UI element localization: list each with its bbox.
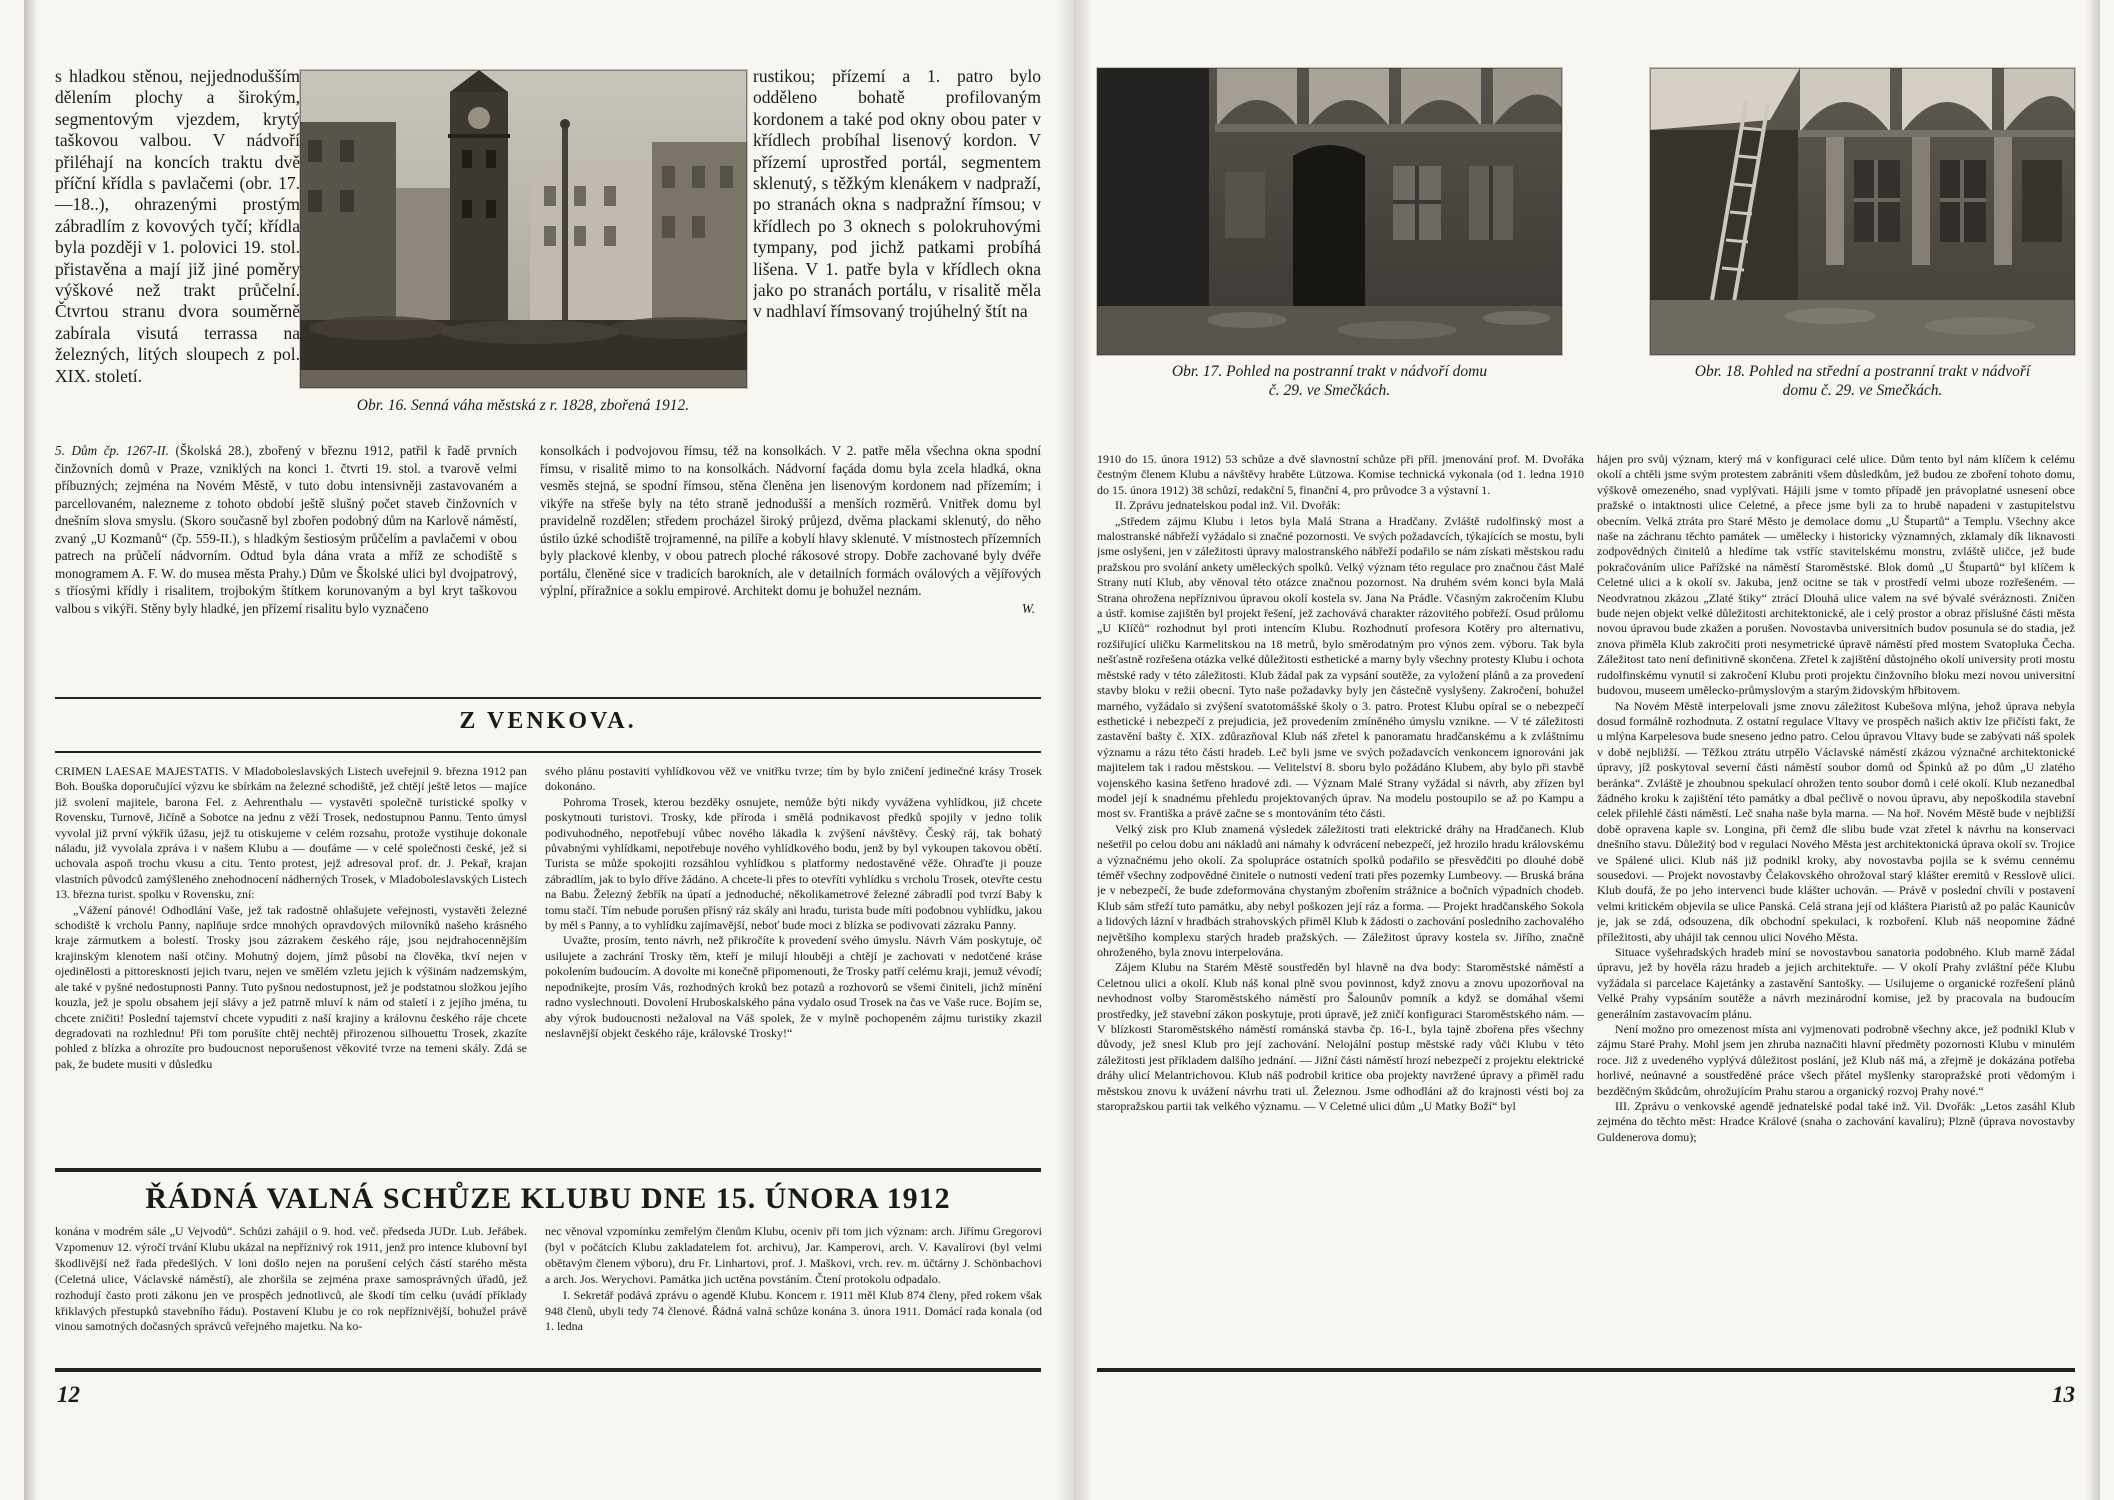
caption-text: Obr. 16. Senná váha městská z r. 1828, zbořená 1912. bbox=[356, 397, 690, 414]
divider bbox=[55, 1168, 1041, 1172]
page-number-13: 13 bbox=[2052, 1382, 2075, 1407]
footer-rule bbox=[1097, 1368, 2075, 1372]
article-lead: 5. Dům čp. 1267-II. bbox=[55, 443, 169, 458]
right-page-left-column bbox=[1097, 452, 1584, 1364]
paragraph: Velký zisk pro Klub znamená výsledek záležitosti trati elektrické dráhy na Hradčanech. Klub nešetřil po celou dobu ani nákladů ani námahy k odvrácení nebezpečí, jež hrozilo hradu královskému a význačnému jeho okolí. Za spolupráce ostatních spolků podařilo se přesvědčiti po dlouhé době téměř všechny zodpovědné činitele o nutnosti vedení trati přes pozemky Lumbeovy. — Bruská brána je v nebezpečí, že bude zdeformována chystaným zbořením strážnice a bočních výpadních chodeb. Klub sám střeží tuto památku, aby nebyl poškozen její ráz a forma. — Projekt hradčanského Sokola a lidových lázní v hradbách strahovských přiměl Klub k žádosti o zachování posledního zachovalého největšího komplexu starých hradeb pražských. — Záležitost úpravy kostela sv. Jiřího, značně ohroženého, byla znovu interpelována. bbox=[1097, 821, 1584, 959]
footer-rule bbox=[55, 1368, 1041, 1372]
venkova-right-column bbox=[545, 764, 1042, 1162]
photo-smecky-side-wing-image bbox=[1097, 68, 1562, 355]
photo-senna-vaha bbox=[300, 70, 747, 388]
page-number-12: 12 bbox=[57, 1382, 80, 1407]
paragraph: rustikou; přízemí a 1. patro bylo odděleno bohatě profilovaným kordonem a také pod okny obou pater v křídlech probíhal lisenový kordon. V přízemí uprostřed portál, segmentem sklenutý, s těžkým klenákem v nadpraží, po stranách okna s nadpražní římsou; v křídlech po 3 oknech s polokruhovými tympany, pod jichž patkami probíhá lišena. V 1. patře byla v křídlech okna jako po stranách portálu, v risalitě měla v nadhlaví římsovaný trojúhelný štít na bbox=[753, 66, 1041, 322]
paragraph: I. Sekretář podává zprávu o agendě Klubu. Koncem r. 1911 měl Klub 874 členy, před rokem však 948 členů, ubyli tedy 74 členové. Řádná valná schůze konána 3. února 1911. Domácí rada konala (od 1. ledna bbox=[545, 1287, 1042, 1334]
photo-smecky-side-wing-caption bbox=[1077, 362, 1582, 400]
venkova-left-column bbox=[55, 764, 527, 1162]
caption-line: domu č. 29. ve Smečkách. bbox=[1782, 382, 1943, 399]
paragraph: hájen pro svůj význam, který má v konfiguraci celé ulice. Dům tento byl nám klíčem k celému okolí a chtěli jsme svým protestem zabrániti všem důsledkům, jež budou ze zboření tohoto domu, výškově omezeného, snad vyplývati. Hájili jsme v tomto případě jen právoplatné usnesení obce pražské o intaktnosti ulice Celetné, a přece jsme byli za to hrubě napadeni v zastupitelstvu obecním. Velká ztráta pro Staré Město je demolace domu „U Štupartů“ a Templu. Všechny akce naše na záchranu těchto památek — umělecky i historicky významných, zklamaly dík liknavosti zodpovědných činitelů a hledíme tak vstříc stavitelskému monstru, zvláště uličce, jež bude pokračováním ulice Pařížské na náměstí Staroměstské. Blok domů „U Štupartů“ byl klíčem k Celetné ulici a k okolí sv. Jakuba, jenž ocitne se tak v prostředí velmi uboze rozřešeném. — Neodvratnou zkázou „Zlaté štiky“ ztrácí Dlouhá ulice valem na své bývalé svéráznosti. Zničen bude nejen objekt velké důležitosti architektonické, ale i celý prostor a obraz příslušné části města novou úpravou bude zkažen a porušen. Novostavba universitních budov posunula se do stadia, jež znova přiměla Klub zakročiti proti nesymetrické úpravě náměstí před mostem Svatopluka Čecha. Záležitost tato není definitivně skončena. Zřetel k zajištění důstojného okolí university proti mostu rudolfinskému vynutil si zakročení Klubu proti projektu činžovního bloku mezi novou universitní budovou, museem umělecko-průmyslovým a starým židovským hřbitovem. bbox=[1597, 452, 2075, 698]
photo-smecky-side-wing bbox=[1097, 68, 1562, 355]
left-page-top-left-column bbox=[55, 66, 300, 440]
caption-line: Obr. 17. Pohled na postranní trakt v nádvoří domu bbox=[1171, 363, 1488, 380]
paragraph: Na Novém Městě interpelovali jsme znovu záležitost Kubešova mlýna, jehož úprava nebyla dosud formálně rozhodnuta. Z ostatní regulace Vltavy ve prospěch našich aktiv lze přičísti fakt, že u mlýna Karpelesova bude sneseno jedno patro. Celou úpravou Vltavy bude se zabývati náš spolek v době nejbližší. — Těžkou ztrátu utrpělo Václavské náměstí zkázou význačné architektonické úpravy, jíž poskytoval severní části náměstí soubor domů od Špinků až po dům „U zlatého beránka“. Zvláště je zhoubnou spekulací ohrožen tento soubor domů i celé okolí. Klub nezanedbal žádného kroku k zajištění této památky a dbal pečlivě o novou úpravu, aby nepoškodila stavební celek přilehlé části náměstí. Leč snaha naše byla marna. — Na hoř. Novém Městě bude v nejbližší době opravena kaple sv. Longina, při čemž dle slibu bude vzat zřetel k návrhu na konservaci dnešního stavu. Důležitý bod v regulaci Nového Města jest architektonická úprava okolí sv. Trojice ve Spálené ulici. Klub náš již podnikl kroky, aby novostavba pojila se k svému cennému sousedovi. — Projekt novostavby Čelakovského ohrožoval starý klášter eremitů v Resslově ulici. Klub doufá, že po jeho intervenci bude klášter uchován. — Právě v poslední chvíli v postavení velmi kritickém objevila se ulice Panská. Celá strana její od kláštera Piaristů až po palác Kaunicův je, jak se zdá, odsouzena, dík obchodní spekulaci, k rozboření. Klub náš neopomine žádné příležitosti, aby uhájil tak cennou ulici Nového Města. bbox=[1597, 698, 2075, 944]
paragraph: svého plánu postaviti vyhlídkovou věž ve vnitřku tvrze; tím by bylo zničení jedinečné krásy Trosek dokonáno. bbox=[545, 764, 1042, 794]
article-continuation: konsolkách i podvojovou římsu, též na konsolkách. V 2. patře měla všechna okna spodní římsu, v risalitě mimo to na konsolkách. Nádvorní façáda domu byla zcela hladká, okna vesměs stejná, se spodní římsou, stěna členěna jen lisenovým kordonem nad přízemím; i vikýře na střeše byly na této straně jednodušší a menších rozměrů. Vnitřek domu byl pravidelně rozdělen; středem procházel široký průjezd, dvěma plackami sklenutý, do něho ústilo úzké schodiště trojramenné, na pilíře a kobylí hlavy sklenuté. V místnostech přízemních byly plackové klenby, v obou patrech ploché rákosové stropy. Dobře zachované byly dvéře portálu, členěné sice v tradicích barokních, ale v detailních formách oválových a vějířových výplní, příražnice a soklu empirové. Architekt domu je bohužel neznám. bbox=[540, 443, 1041, 598]
right-page-right-column bbox=[1597, 452, 2075, 1364]
paragraph: nec věnoval vzpomínku zemřelým členům Klubu, oceniv při tom jich význam: arch. Jiřímu Gregorovi (byl v počátcích Klubu zakladatelem fot. archivu), Jar. Kamperovi, arch. V. Kavalírovi (byl velmi obětavým členem výboru), dru Fr. Linhartovi, prof. J. Maškovi, vrch. rev. m. účtárny J. Schönbachovi a arch. Jos. Werychovi. Památka jich uctěna povstáním. Čtení protokolu odpadalo. bbox=[545, 1224, 1042, 1286]
caption-line: č. 29. ve Smečkách. bbox=[1268, 382, 1391, 399]
paragraph: 1910 do 15. února 1912) 53 schůze a dvě slavnostní schůze při příl. jmenování prof. M. Dvořáka čestným členem Klubu a návštěvy hraběte Lützowa. Komise technická vykonala (od 1. ledna 1910 do 15. února 1912) 38 schůzí, redakční 5, finanční 4, pro průvodce 3 a výstavní 1. bbox=[1097, 452, 1584, 497]
paragraph: III. Zprávu o venkovské agendě jednatelské podal také inž. Vil. Dvořák: „Letos zasáhl Klub zejména do těchto měst: Hradce Králové (snaha o zachování kavalíru); Plzně (úprava novostavby Guldenerova domu); bbox=[1597, 1099, 2075, 1144]
paragraph: II. Zprávu jednatelskou podal inž. Vil. Dvořák: bbox=[1115, 498, 1341, 513]
schuze-right-column bbox=[545, 1224, 1042, 1362]
paragraph: „Středem zájmu Klubu i letos byla Malá Strana a Hradčany. Zvláště rudolfinský most a malostranské nábřeží vyžádalo si značné pozornosti. Ve svých požadavcích, týkajících se mostu, byli jsme oslyšeni, jen v záležitosti úpravy malostranského nábřeží podařilo se nám získati městskou radu pražskou pro svolání ankety uměleckých spolků. Velký význam této regulace pro značnou část Malé Strany nutí Klub, aby věnoval této otázce značnou pozornost. Na druhém svém konci byla Malá Strana ohrožena nepříznivou úpravou okolí kostela sv. Jana Na Prádle. Včasným zakročením Klubu a ústř. komise zajištěn byl projekt řešení, jež zachovává charakter rázovitého pobřeží. Osud průlomu „U Klíčů“ rozhodnut byl proti intencím Klubu. Rozhodnutí profesora Kotěry pro alternativu, rozšiřující uličku Karmelitskou na 18 metrů, bylo směrodatným pro výnos zem. výboru. Tak byla nešťastně rozřešena otázka velké důležitosti esthetické a marny byly všechny protesty Klubu i ochota městské rady v této záležitosti. Klub žádal pak za vypsání soutěže, za vyložení plánů a za provedení stavby bloku v režii obecní. Tyto naše požadavky byly jen částečně vyslyšeny. Zakročení, bohužel marného, vyžádalo si zvýšení svatotomášské školy o 3. patro. Protest Klubu opíral se o nebezpečí esthetické i nebezpečí z prejudicia, jež provedením zmíněného úmyslu vznikne. — V té záležitosti zastavění bašty č. XIX. zdůrazňoval Klub náš zřetel k panoramatu hradčanskému a k zvláštnímu významu a rázu této části hradeb. Leč byli jsme ve svých požadavcích venkoncem ignorováni jak majitelem tak i radou městskou. — Velitelství 8. sboru bylo požádáno Klubem, aby bylo při stavbě vojenského kasina šetřeno hradové zdi. — Význam Malé Strany vyžádal si návrh, aby zřízen byl model její k snadnému přehledu projektovaných úprav. Na modelu postoupilo se až po Kampu a most sv. Františka a právě začne se s montováním této části. bbox=[1097, 513, 1584, 821]
paragraph: Uvažte, prosím, tento návrh, než přikročíte k provedení svého úmyslu. Návrh Vám poskytuje, oč usilujete a zachrání Trosky těm, kteří je milují hlouběji a chtějí je zachovati v nedotčené kráse pokolením budoucím. A dovolte mi konečně připomenouti, že Trosky patří celému kraji, jemuž vévodí; nepodnikejte, prosím Vás, rozhodných kroků bez potazů a rozhovorů se všemi činiteli, jichž mínění radno vyslechnouti. Dovolení Hruboskalského pána vydalo osud Trosek na čas ve Vaše ruce. Bojím se, aby výrok budoucnosti nežaloval na Váš spolek, že v mylně pochopeném zájmu turistiky zkazil neslavnější objekt českého ráje, královské Trosky!“ bbox=[545, 933, 1042, 1040]
left-page-mid-left-column bbox=[55, 442, 517, 672]
photo-senna-vaha-caption bbox=[292, 396, 754, 415]
paragraph: s hladkou stěnou, nejjednodušším dělením plochy a širokým, segmentovým vjezdem, krytý taškovou valbou. V nádvoří přiléhají na koncích traktu dvě příční křídla s pavlačemi (obr. 17.—18..), ohrazenými prostým zábradlím z kovových tyčí; křídla byla později v 1. polovici 19. stol. přistavěna a mají již jiné poměry výškové než trakt průčelní. Čtvrtou stranu dvora souměrně zabírala visutá terrassa na železných, litých sloupech z pol. XIX. století. bbox=[55, 66, 300, 386]
paragraph: „Vážení pánové! Odhodlání Vaše, jež tak radostně ohlašujete veřejnosti, vystavěti železné schodiště k vrcholu Panny, naplňuje srdce mnohých opravdových milovníků našeho krásného kraje zármutkem a bolestí. Trosky jsou zázrakem českého ráje, jsou nejdrahocennějším krajinským klenotem naší otčiny. Mohutný dojem, jímž působí na člověka, tkví nejen v ojedinělosti a pittoresknosti jejich tvaru, nejen ve smělém vzletu jejich k výšinám nadzemským, ale také v pyšné nedostupnosti Panny. Tuto pyšnou nedostupnost, jež je podstatnou složkou jejího kouzla, jež je spolu obsahem její slávy a jež patrně mluví k nám od staletí i z jejího jména, tu chcete zničiti! Poslední tajemství chcete vypuditi z naší krajiny a královnu českého ráje chcete degradovati na rozhlednu! Při tom porušíte chtěj nechtěj přirozenou silhouettu Trosek, zkazíte pohled z blízka a ohrozíte pro budoucnost neporušenost věkovité tvrze na temeni skály. Zdá se pak, že budete musiti v důsledku bbox=[55, 902, 527, 1071]
divider bbox=[55, 697, 1041, 699]
article-paragraph bbox=[55, 442, 517, 617]
caption-line: Obr. 18. Pohled na střední a postranní trakt v nádvoří bbox=[1694, 363, 2031, 380]
schuze-left-column bbox=[55, 1224, 527, 1362]
paragraph: Pohroma Trosek, kterou bezděky osnujete, nemůže býti nikdy vyvážena vyhlídkou, již chcete poskytnouti turistovi. Trosky, kde příroda i smělá podnikavost předků spojily v jedno tolik podivuhodného, nepotřebují vůbec nového lákadla k zvýšení návštěvy. Český ráj, tak bohatý půvabnými vyhlídkami, nepotřebuje nového vyhlídkového bodu, jenž by byl vykoupen takovou obětí. Turista se může spokojiti rozsáhlou vyhlídkou s platformy nedostavěné věže. Ohraďte ji pouze zábradlím, jak to bylo dříve žádáno. A chcete-li přes to otevříti vyhlídku s vrcholu Trosek, otevřte cestu na Babu. Železný žebřík na úpatí a jednoduché, několikametrové železné zábradlí pod tvrzí Baby k tomu stačí. Tím nebude porušen přísný ráz skály ani hradu, turista bude míti podobnou vyhlídku, jakou by měl s Panny, a to vyhlídku zajímavější, neboť bude moci z blízka se podivovati zázraku Panny. bbox=[545, 794, 1042, 933]
photo-senna-vaha-image bbox=[300, 70, 747, 388]
photo-smecky-central-wing bbox=[1650, 68, 2075, 355]
paragraph: Není možno pro omezenost místa ani vyjmenovati podrobně všechny akce, jež podnikl Klub v zájmu Staré Prahy. Mohl jsem jen zhruba naznačiti hlavní předměty pozornosti Klubu v minulém roce. Již z uvedeného vyplývá důležitost poslání, jež Klub náš má, a zřejmě je dokázána potřeba horlivé, neúnavné a soustředěné práce všech přátel myšlenky staropražské proti vědomým i bezděčným škůdcům, ohrožujícím Prahu starou a organický rozvoj Prahy nové.“ bbox=[1597, 1022, 2075, 1098]
section-heading-z-venkova: Z VENKOVA. bbox=[459, 708, 637, 734]
section-heading-valna-schuze: ŘÁDNÁ VALNÁ SCHŮZE KLUBU DNE 15. ÚNORA 1912 bbox=[145, 1182, 951, 1215]
photo-smecky-central-wing-image bbox=[1650, 68, 2075, 355]
article-signature: W. bbox=[1021, 600, 1035, 616]
divider bbox=[55, 751, 1041, 753]
paragraph: konána v modrém sále „U Vejvodů“. Schůzi zahájil o 9. hod. več. předseda JUDr. Lub. Jeřábek. Vzpomenuv 12. výročí trvání Klubu ukázal na nepříznivý rok 1911, jenž pro intence klubovní byl škodlivější než řada předešlých. V loni došlo nejen na porušení celých částí starého města (Celetná ulice, Václavské náměstí), ale zhoršila se zejména praxe samosprávných úřadů, jež rozhodují často proti zákonu jen ve prospěch jednotlivců, ale škodí tím celku (uvádí příklady křiklavých přestupků stavebního řádu). Postavení Klubu je co rok nepříznivější, bohužel právě vinou samotných dočasných správců veřejného majetku. Na ko- bbox=[55, 1224, 527, 1334]
left-page-mid-right-column bbox=[540, 442, 1041, 672]
right-page bbox=[1064, 0, 2114, 1500]
article-body: (Školská 28.), zbořený v březnu 1912, patřil k řadě prvních činžovních domů v Praze, vzniklých na konci 1. čtvrti 19. stol. a tvarově velmi příbuzných; zejména na Novém Městě, v tuto dobu intensivněji zastavovaném a parcellovaném, nalezneme z tohoto období ještě slušný počet staveb činžovních v dnešním slova smyslu. (Skoro současně byl zbořen podobný dům na Karlově náměstí, zvaný „U Kozmanů“ (čp. 559-II.), s hladkým šestiosým průčelím a pavlačemi v obou patrech na průčelí nádvorním. Odtud byla dána vrata a mříž ze schodiště s monogramem A. F. W. do musea města Prahy.) Dům ve Školské ulici byl dvojpatrový, s tříosými křídly i risalitem, trojbokým štítkem korunovaným a byl kryt taškovou valbou s vikýři. Stěny byly hladké, jen přízemí risalitu bylo vyznačeno bbox=[55, 443, 517, 616]
photo-smecky-central-wing-caption bbox=[1630, 362, 2095, 400]
paragraph: Zájem Klubu na Starém Městě soustředěn byl hlavně na dva body: Staroměstské náměstí a Celetnou ulici a okolí. Klub náš konal plně svou povinnost, když znovu a znovu upozorňoval na nevhodnost volby Staroměstského náměstí pro Šalounův pomník a když se domáhal všemi prostředky, jež stavební zákon poskytuje, proti úpravě, jež zničí konfiguraci Staroměstského nám. — V blízkosti Staroměstského náměstí románská stavba čp. 16-I., byla tajně zbořena přes všechny důvody, jež snesl Klub pro její zachování. Nelojální postup městské rady vůči Klubu v této záležitosti jest příkladem dalšího jednání. — Jižní části náměstí hrozí nebezpečí z projektu elektrické dráhy ulicí Melantrichovou. Klub náš podrobil kritice oba projekty navržené úpravy a přiměl radu městskou znovu k uvážení návrhu trati ul. Železnou. Jsme odhodláni až do krajnosti vésti boj za staropražskou partii tak velkého významu. — V Celetné ulici dům „U Matky Boží“ byl bbox=[1097, 960, 1584, 1114]
paragraph: CRIMEN LAESAE MAJESTATIS. V Mladoboleslavských Listech uveřejnil 9. března 1912 pan Boh. Bouška doporučující výzvu ke sbírkám na železné schodiště, jež chtějí ještě letos — majíce již svolení majitele, barona Fel. z Aehrenthalu — vystavěti společně turistické spolky v Rovensku, Turnově, Jičíně a Sobotce na jednu z věží Trosek, nedostupnou Pannu. Tento úmysl vyvolal již první výkřik úžasu, jejž tu otiskujeme v celém rozsahu, protože vystihuje dokonale náladu, již vyvolala zpráva i v našem Klubu a — doufáme — v celé společnosti české, jež si uchovala aspoň trochu vkusu a citu. Tento protest, jejž adresoval prof. dr. J. Pekař, krajan vlastních původců zamýšleného znehodnocení nádherných Trosek, v Mladoboleslavských Listech 13. března turist. spolku v Rovensku, zní: bbox=[55, 764, 527, 902]
left-page-top-right-column bbox=[753, 66, 1041, 440]
paragraph: Situace vyšehradských hradeb míní se novostavbou sanatoria podobného. Klub marně žádal úpravu, jež by hověla rázu hradeb a jejich architektuře. — V okolí Prahy zvláštní péče Klubu vyžádala si parcelace Kajetánky a zastavění Santošky. — Usilujeme o organické rozřešení plánů Velké Prahy vypsáním soutěže a návrh mezinárodní komise, jež by pracovala na budoucím generálním zastavovacím plánu. bbox=[1597, 945, 2075, 1021]
